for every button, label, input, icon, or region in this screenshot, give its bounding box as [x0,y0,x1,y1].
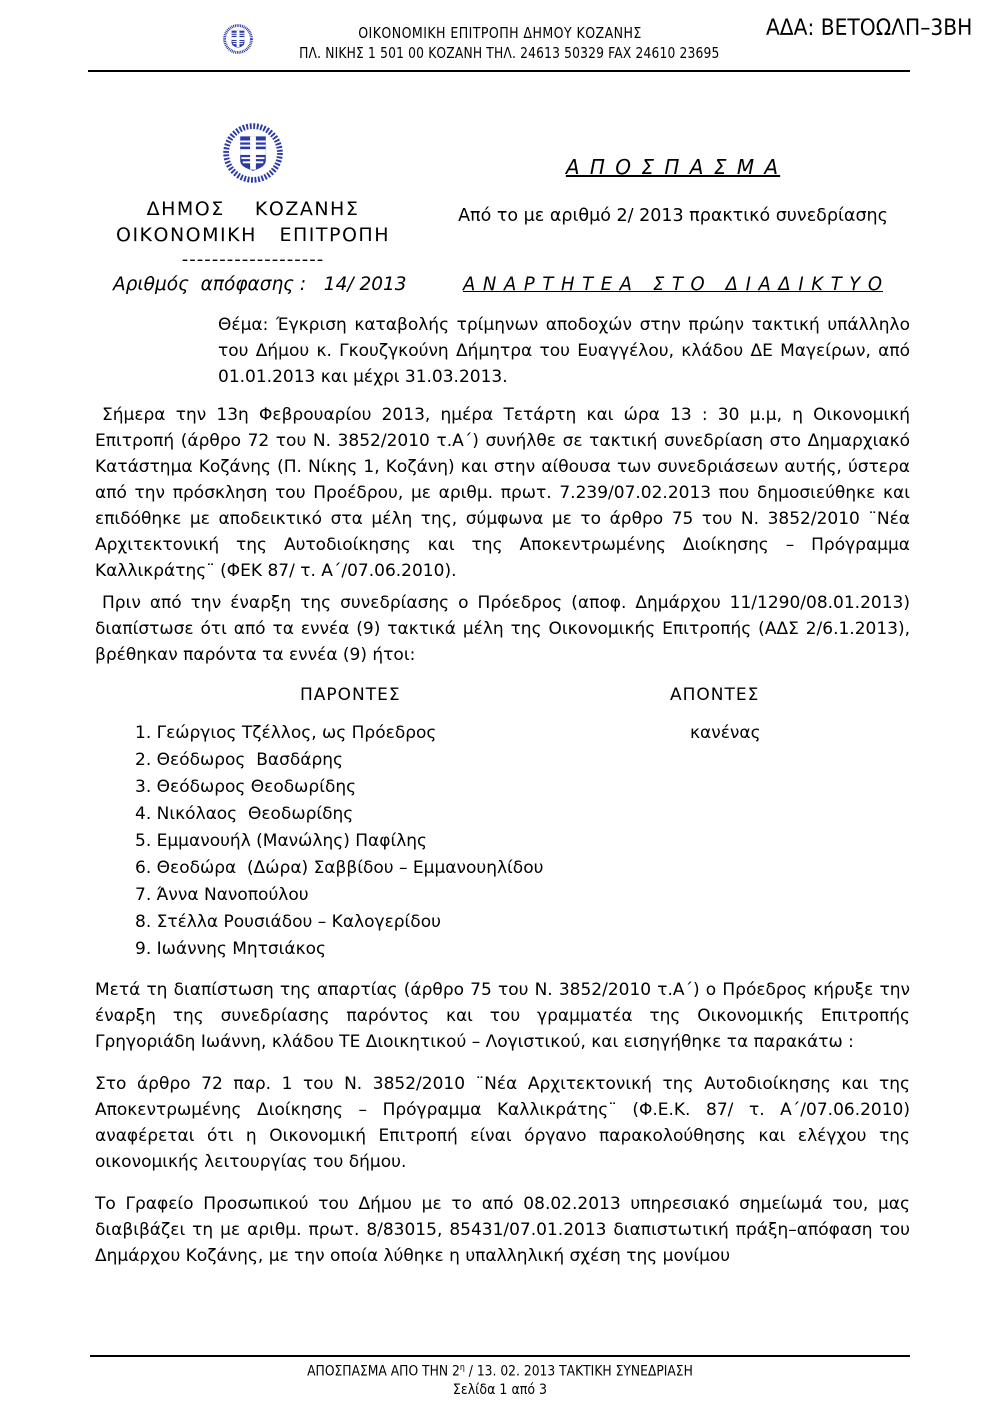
personnel-office-paragraph: Το Γραφείο Προσωπικού του Δήμου με το από 08.02.2013 υπηρεσιακό σημείωμά του, μας διαβιβάζει τη με αριθμ. πρωτ. 8/83015, 85431/07.01.2013 διαπιστωτική πράξη–απόφαση του Δημάρχου Κοζάνης, με την οποία λύθηκε η υπαλληλική σχέση της μονίμου [95,1194,910,1266]
footer-session-superscript: η [459,1363,465,1374]
law-reference-paragraph: Στο άρθρο 72 παρ. 1 του Ν. 3852/2010 ¨Νέα Αρχιτεκτονική της Αυτοδιοίκησης και της Αποκεντρωμένης Διοίκησης – Πρόγραμμα Καλλικράτης¨ (Φ.Ε.Κ. 87/ τ. Α΄/07.06.2010) αναφέρεται ότι η Οικονομική Επιτροπή είναι όργανο παρακολούθησης και ελέγχου της οικονομικής λειτουργίας του δήμου. [95,1074,910,1172]
present-member: 1. Γεώργιος Τζέλλος, ως Πρόεδρος [135,723,437,743]
internet-posting-note: Α Ν Α Ρ Τ Η Τ Ε Α Σ Τ Ο Δ Ι Α Δ Ι Κ Τ Υ Ο [462,274,884,295]
committee-name: ΟΙΚΟΝΟΜΙΚΗ ΕΠΙΤΡΟΠΗ [116,224,390,246]
present-members-list [135,720,910,963]
page-footer [90,1355,910,1399]
attendance-body [95,720,910,963]
present-member: 9. Ιωάννης Μητσιάκος [135,939,327,959]
letterhead-address: ΠΛ. ΝΙΚΗΣ 1 501 00 ΚΟΖΑΝΗ ΤΗΛ. 24613 50329 FAX 24610 23695 [299,44,720,62]
footer-session-suffix: / 13. 02. 2013 ΤΑΚΤΙΚΗ ΣΥΝΕΔΡΙΑΣΗ [464,1364,693,1380]
session-intro-paragraph: Σήμερα την 13η Φεβρουαρίου 2013, ημέρα Τετάρτη και ώρα 13 : 30 μ.μ, η Οικονομική Επιτροπή (άρθρο 72 του Ν. 3852/2010 τ.Α΄) συνήλθε σε τακτική συνεδρίαση στο Δημαρχιακό Κατάστημα Κοζάνης (Π. Νίκης 1, Κοζάνη) και στην αίθουσα των συνεδριάσεων αυτής, ύστερα από την πρόσκληση του Προέδρου, με αριθμ. πρωτ. 7.239/07.02.2013 που δημοσιεύθηκε και επιδόθηκε με αποδεικτικό στα μέλη της, σύμφωνα με το άρθρο 75 του Ν. 3852/2010 ¨Νέα Αρχιτεκτονική της Αυτοδιοίκησης και της Αποκεντρωμένης Διοίκησης – Πρόγραμμα Καλλικράτης¨ (ΦΕΚ 87/ τ. Α΄/07.06.2010). [95,405,910,581]
quorum-paragraph: Πριν από την έναρξη της συνεδρίασης ο Πρόεδρος (αποφ. Δημάρχου 11/1290/08.01.2013) διαπίστωσε ότι από τα εννέα (9) τακτικά μέλη της Οικονομικής Επιτροπής (ΑΔΣ 2/6.1.2013), βρέθηκαν παρόντα τα εννέα (9) ήτοι: [95,593,910,665]
greek-coat-of-arms-icon [221,114,285,192]
ada-code: ΑΔΑ: ΒΕΤΟΩΛΠ–3ΒΗ [765,16,972,41]
present-member: 6. Θεοδώρα (Δώρα) Σαββίδου – Εμμανουηλίδου [135,858,544,878]
subject-paragraph: Θέμα: Έγκριση καταβολής τρίμηνων αποδοχών στην πρώην τακτική υπάλληλο του Δήμου κ. Γκουζγκούνη Δήμητρα του Ευαγγέλου, κλάδου ΔΕ Μαγείρων, από 01.01.2013 και μέχρι 31.03.2013. [218,315,910,387]
letterhead-agency: ΟΙΚΟΝΟΜΙΚΗ ΕΠΙΤΡΟΠΗ ΔΗΜΟΥ ΚΟΖΑΝΗΣ [358,24,642,42]
present-member: 2. Θεόδωρος Βασδάρης [135,750,344,770]
present-member: 5. Εμμανουήλ (Μανώλης) Παφίλης [135,831,428,851]
letterhead-divider [88,70,910,72]
letterhead-center [255,24,745,62]
present-member: 4. Νικόλαος Θεοδωρίδης [135,804,354,824]
present-member: 3. Θεόδωρος Θεοδωρίδης [135,777,357,797]
org-block [73,196,433,272]
dashed-separator: ------------------- [181,249,325,270]
footer-page-number: Σελίδα 1 από 3 [452,1382,548,1398]
footer-session-line [139,1359,861,1381]
present-header: ΠΑΡΟΝΤΕΣ [300,685,401,705]
attendance-section [95,682,910,963]
extract-title: Α Π Ο Σ Π Α Σ Μ Α [565,155,781,179]
decision-number-line: Αριθμός απόφασης : 14/ 2013 [113,274,407,295]
masthead [0,0,1000,312]
absent-value: κανένας [690,723,761,743]
attendance-headers [95,682,910,710]
extract-from-line: Από το με αριθμό 2/ 2013 πρακτικό συνεδρίασης [458,206,888,226]
municipality-name: ΔΗΜΟΣ ΚΟΖΑΝΗΣ [146,198,360,220]
quorum-confirmation-paragraph: Μετά τη διαπίστωση της απαρτίας (άρθρο 75 του Ν. 3852/2010 τ.Α΄) ο Πρόεδρος κήρυξε την έναρξη της συνεδρίασης παρόντος και του γραμματέα της Οικονομικής Επιτροπής Γρηγοριάδη Ιωάννη, κλάδου ΤΕ Διοικητικού – Λογιστικού, και εισηγήθηκε τα παρακάτω : [95,980,910,1052]
absent-header: ΑΠΟΝΤΕΣ [670,685,760,705]
greek-municipal-emblem-icon [222,22,254,56]
present-member: 7. Άννα Νανοπούλου [135,885,309,905]
document-body [0,312,1000,1269]
footer-session-prefix: ΑΠΟΣΠΑΣΜΑ ΑΠΟ ΤΗΝ 2 [307,1364,460,1380]
present-member: 8. Στέλλα Ρουσιάδου – Καλογερίδου [135,912,441,932]
